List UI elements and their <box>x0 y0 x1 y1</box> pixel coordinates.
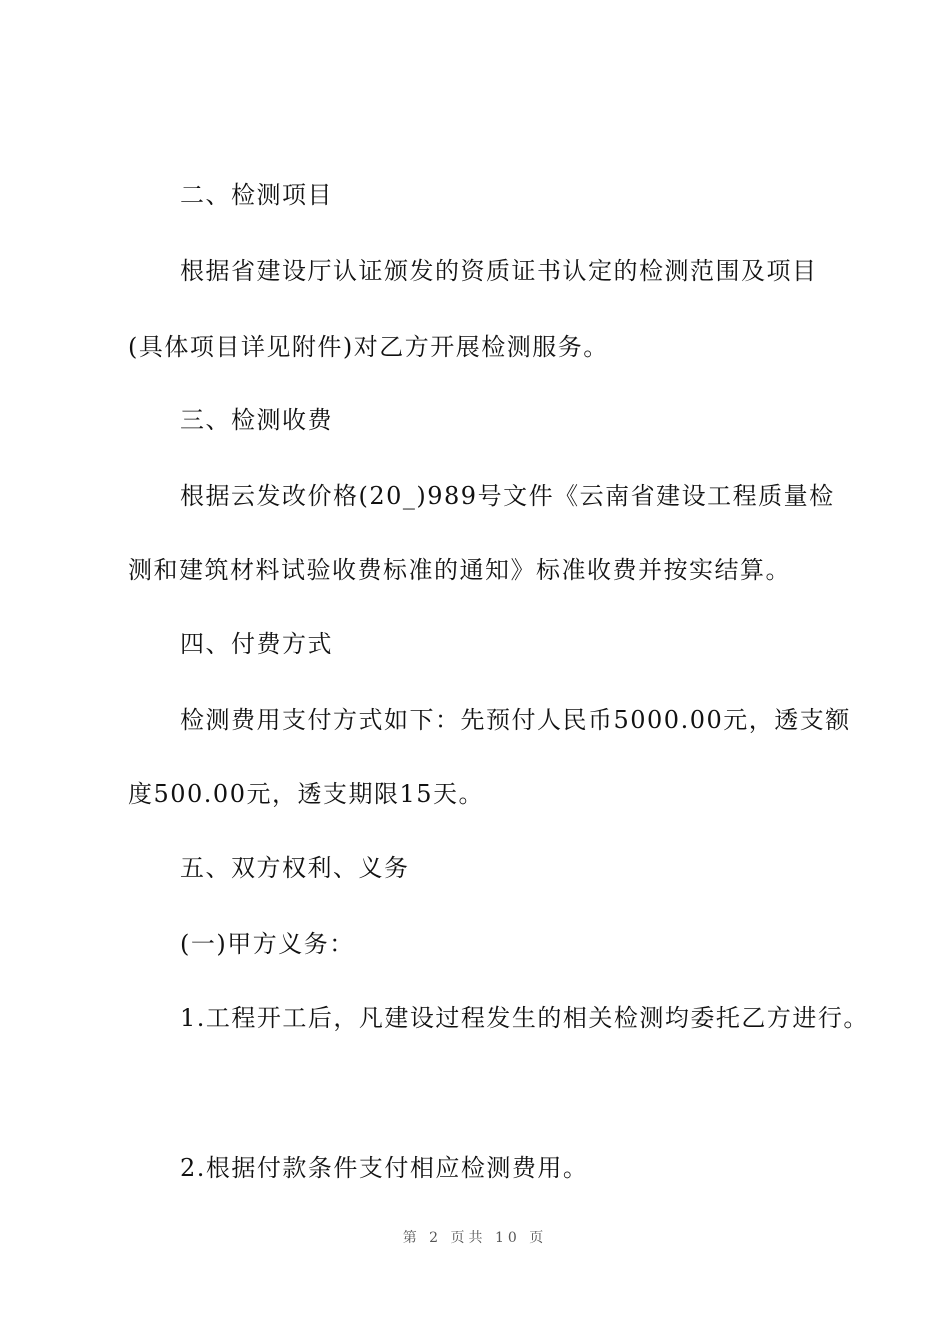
paragraph-line: 根据云发改价格(20_)989号文件《云南省建设工程质量检 <box>180 482 835 510</box>
paragraph-line: 根据省建设厅认证颁发的资质证书认定的检测范围及项目 <box>180 257 818 285</box>
paragraph-line: 度500.00元，透支期限15天。 <box>128 780 485 808</box>
page-number-footer: 第 2 页共 10 页 <box>402 1230 548 1246</box>
list-item: 1.工程开工后，凡建设过程发生的相关检测均委托乙方进行。 <box>180 1004 869 1032</box>
list-item: 2.根据付款条件支付相应检测费用。 <box>180 1154 589 1182</box>
paragraph-line: 检测费用支付方式如下：先预付人民币5000.00元，透支额 <box>180 706 851 734</box>
section-heading-3: 三、检测收费 <box>180 406 333 434</box>
section-heading-5: 五、双方权利、义务 <box>180 854 410 882</box>
section-heading-2: 二、检测项目 <box>180 181 333 209</box>
subsection-heading: (一)甲方义务： <box>180 930 355 958</box>
paragraph-line: (具体项目详见附件)对乙方开展检测服务。 <box>128 333 609 361</box>
paragraph-line: 测和建筑材料试验收费标准的通知》标准收费并按实结算。 <box>128 556 791 584</box>
section-heading-4: 四、付费方式 <box>180 630 333 658</box>
